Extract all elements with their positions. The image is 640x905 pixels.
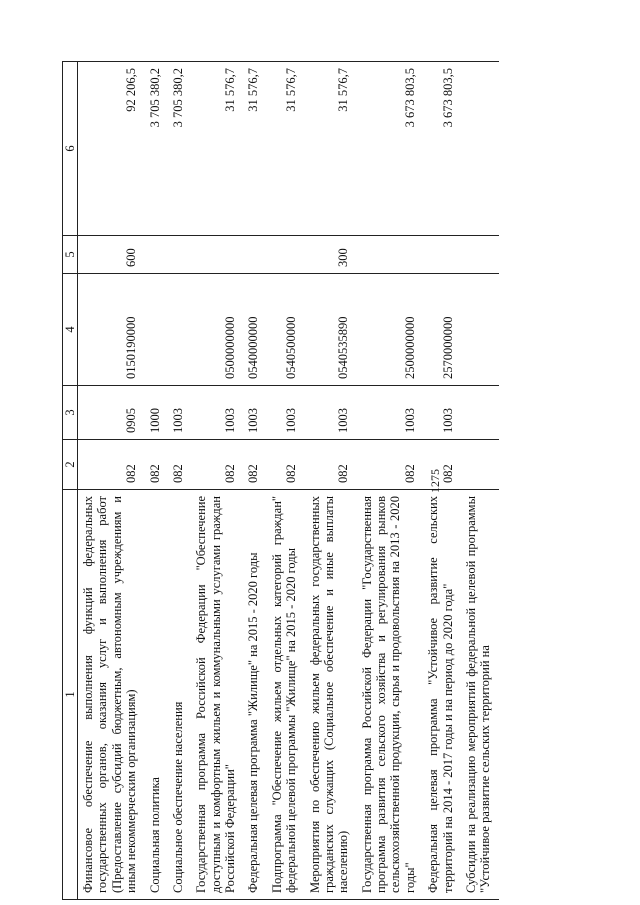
row-section: 1003 [357,386,424,440]
row-name: Государственная программа Российской Федерации "Обеспечение доступным и комфортным жильем и коммунальными услугами граждан Российской Федерации" [191,490,243,900]
row-ministry: 082 [243,440,266,490]
row-type [191,236,243,274]
row-name: Субсидии на реализацию мероприятий федеральной целевой программы "Устойчивое развитие сельских территорий на [461,490,499,900]
row-amount [461,62,499,236]
rotated-content [62,62,579,900]
row-target: 0500000000 [191,274,243,386]
row-ministry: 082 [423,440,461,490]
header-cell: 2 [63,440,78,490]
table-row [168,62,191,900]
row-type [461,236,499,274]
row-section: 1003 [423,386,461,440]
row-name: Подпрограмма "Обеспечение жильем отдельных категорий граждан" федеральной целевой программы "Жилище" на 2015 - 2020 годы [267,490,305,900]
row-name: Социальная политика [145,490,168,900]
row-amount: 31 576,7 [243,62,266,236]
row-type [243,236,266,274]
row-amount: 31 576,7 [267,62,305,236]
row-ministry: 082 [267,440,305,490]
row-target [168,274,191,386]
table-row [357,62,424,900]
row-type: 300 [305,236,357,274]
table-row [191,62,243,900]
row-ministry: 082 [145,440,168,490]
row-type [168,236,191,274]
row-type: 600 [78,236,145,274]
row-ministry [461,440,499,490]
row-name: Мероприятия по обеспечению жильем федеральных государственных гражданских служащих (Социальное обеспечение и иные выплаты населению) [305,490,357,900]
header-cell: 6 [63,62,78,236]
header-cell: 3 [63,386,78,440]
row-target: 0540000000 [243,274,266,386]
table-row [305,62,357,900]
row-amount: 3 705 380,2 [168,62,191,236]
table-row [145,62,168,900]
row-ministry: 082 [305,440,357,490]
row-target: 0150190000 [78,274,145,386]
row-section: 1003 [305,386,357,440]
page-number: 1275 [428,469,442,493]
row-amount: 92 206,5 [78,62,145,236]
row-amount: 31 576,7 [191,62,243,236]
row-ministry: 082 [78,440,145,490]
row-amount: 31 576,7 [305,62,357,236]
row-amount: 3 673 803,5 [357,62,424,236]
row-section: 1003 [243,386,266,440]
row-section: 0905 [78,386,145,440]
row-name: Государственная программа Российской Федерации "Государственная программа развития сельского хозяйства и регулирования рынков сельскохозяйственной продукции, сырья и продовольствия на 2013 - 2020 годы" [357,490,424,900]
row-target [145,274,168,386]
row-amount: 3 673 803,5 [423,62,461,236]
row-ministry: 082 [357,440,424,490]
row-section: 1003 [191,386,243,440]
row-name: Федеральная целевая программа "Жилище" на 2015 - 2020 годы [243,490,266,900]
table-row [243,62,266,900]
row-target: 0540500000 [267,274,305,386]
table-row [267,62,305,900]
row-section: 1000 [145,386,168,440]
row-section: 1003 [168,386,191,440]
table-row [78,62,145,900]
header-cell: 1 [63,490,78,900]
row-type [145,236,168,274]
row-amount: 3 705 380,2 [145,62,168,236]
header-cell: 4 [63,274,78,386]
row-name: Социальное обеспечение населения [168,490,191,900]
row-section [461,386,499,440]
header-cell: 5 [63,236,78,274]
table-header-row [63,62,78,900]
row-name: Финансовое обеспечение выполнения функций федеральных государственных органов, оказания услуг и выполнения работ (Предоставление субсидий бюджетным, автономным учреждениям и иным некоммерческим организациям) [78,490,145,900]
row-target: 2500000000 [357,274,424,386]
row-ministry: 082 [191,440,243,490]
row-type [267,236,305,274]
row-type [357,236,424,274]
row-target: 0540535890 [305,274,357,386]
row-target: 2570000000 [423,274,461,386]
row-target [461,274,499,386]
row-ministry: 082 [168,440,191,490]
table-row [461,62,499,900]
row-name: Федеральная целевая программа "Устойчивое развитие сельских территорий на 2014 - 2017 годы и на период до 2020 года" [423,490,461,900]
row-section: 1003 [267,386,305,440]
